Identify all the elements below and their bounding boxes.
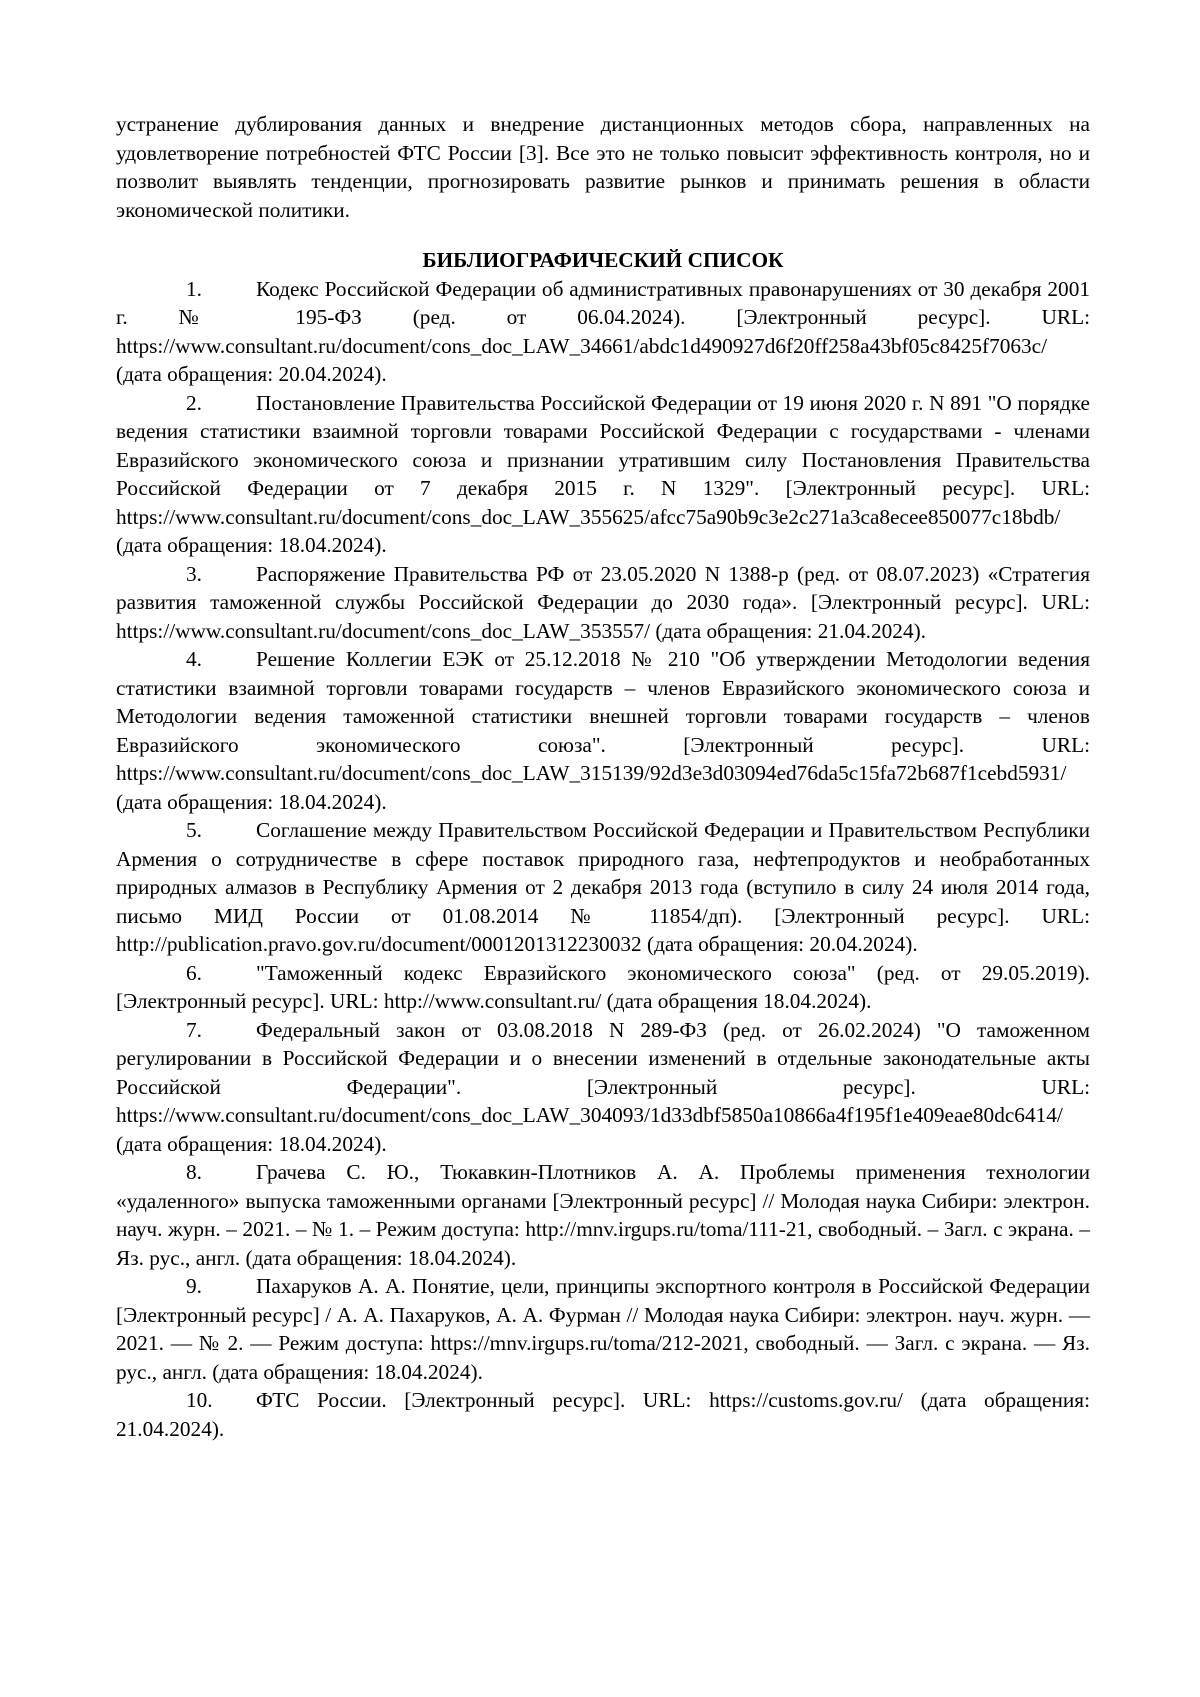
- item-text: Кодекс Российской Федерации об административных правонарушениях от 30 декабря 2001 г. № 195-ФЗ (ред. от 06.04.2024). [Электронный ресурс]. URL: https://www.consultant.ru/document/cons_doc_LAW_34661/abdc1d490927d6f20ff258a43bf05c8425f7063c/ (дата обращения: 20.04.2024).: [116, 276, 1090, 386]
- bibliography-title: БИБЛИОГРАФИЧЕСКИЙ СПИСОК: [422, 248, 784, 272]
- item-text: Распоряжение Правительства РФ от 23.05.2020 N 1388-р (ред. от 08.07.2023) «Стратегия развития таможенной службы Российской Федерации до 2030 года». [Электронный ресурс]. URL: https://www.consultant.ru/document/cons_doc_LAW_353557/ (дата обращения: 21.04.2024).: [116, 561, 1090, 643]
- item-number: 3.: [186, 561, 202, 586]
- item-text: Постановление Правительства Российской Федерации от 19 июня 2020 г. N 891 "О порядке ведения статистики взаимной торговли товарами Российской Федерации с государствами - членами Евразийского экономического союза и признании утратившим силу Постановления Правительства Российской Федерации от 7 декабря 2015 г. N 1329". [Электронный ресурс]. URL: https://www.consultant.ru/document/cons_doc_LAW_355625/afcc75a90b9c3e2c271a3ca8ecee850077c18bdb/ (дата обращения: 18.04.2024).: [116, 390, 1090, 557]
- item-number: 2.: [186, 390, 202, 415]
- bibliography-item-7: [116, 1016, 1090, 1159]
- item-number: 1.: [186, 276, 202, 301]
- document-page: [116, 110, 1090, 1443]
- item-text: Грачева С. Ю., Тюкавкин-Плотников А. А. Проблемы применения технологии «удаленного» выпуска таможенными органами [Электронный ресурс] // Молодая наука Сибири: электрон. науч. журн. – 2021. – № 1. – Режим доступа: http://mnv.irgups.ru/toma/111-21, свободный. – Загл. с экрана. – Яз. рус., англ. (дата обращения: 18.04.2024).: [116, 1160, 1090, 1270]
- bibliography-list: [116, 275, 1090, 1444]
- bibliography-item-6: [116, 959, 1090, 1016]
- item-text: Пахаруков А. А. Понятие, цели, принципы экспортного контроля в Российской Федерации [Электронный ресурс] / А. А. Пахаруков, А. А. Фурман // Молодая наука Сибири: электрон. науч. журн. — 2021. — № 2. — Режим доступа: https://mnv.irgups.ru/toma/212-2021, свободный. — Загл. с экрана. — Яз. рус., англ. (дата обращения: 18.04.2024).: [116, 1274, 1090, 1384]
- bibliography-item-8: [116, 1158, 1090, 1272]
- item-text: "Таможенный кодекс Евразийского экономического союза" (ред. от 29.05.2019). [Электронный ресурс]. URL: http://www.consultant.ru/ (дата обращения 18.04.2024).: [116, 960, 1090, 1013]
- bibliography-item-3: [116, 560, 1090, 646]
- bibliography-item-10: [116, 1386, 1090, 1443]
- item-text: Соглашение между Правительством Российской Федерации и Правительством Республики Армения о сотрудничестве в сфере поставок природного газа, нефтепродуктов и необработанных природных алмазов в Республику Армения от 2 декабря 2013 года (вступило в силу 24 июля 2014 года, письмо МИД России от 01.08.2014 № 11854/дп). [Электронный ресурс]. URL: http://publication.pravo.gov.ru/document/0001201312230032 (дата обращения: 20.04.2024).: [116, 818, 1090, 956]
- item-text: Федеральный закон от 03.08.2018 N 289-ФЗ (ред. от 26.02.2024) "О таможенном регулировании в Российской Федерации и о внесении изменений в отдельные законодательные акты Российской Федерации". [Электронный ресурс]. URL: https://www.consultant.ru/document/cons_doc_LAW_304093/1d33dbf5850a10866a4f195f1e409eae80dc6414/ (дата обращения: 18.04.2024).: [116, 1017, 1090, 1156]
- item-text: ФТС России. [Электронный ресурс]. URL: https://customs.gov.ru/ (дата обращения: 21.04.2024).: [116, 1388, 1090, 1441]
- item-number: 8.: [186, 1160, 202, 1184]
- item-number: 4.: [186, 647, 202, 671]
- item-number: 10.: [186, 1388, 213, 1412]
- item-number: 9.: [186, 1274, 202, 1298]
- bibliography-item-2: [116, 389, 1090, 560]
- item-number: 6.: [186, 960, 202, 985]
- item-text: Решение Коллегии ЕЭК от 25.12.2018 № 210 "Об утверждении Методологии ведения статистики взаимной торговли товарами государств – членов Евразийского экономического союза и Методологии ведения таможенной статистики внешней торговли товарами государств – членов Евразийского экономического союза". [Электронный ресурс]. URL: https://www.consultant.ru/document/cons_doc_LAW_315139/92d3e3d03094ed76da5c15fa72b687f1cebd5931/ (дата обращения: 18.04.2024).: [116, 647, 1090, 814]
- intro-paragraph: устранение дублирования данных и внедрение дистанционных методов сбора, направленных на удовлетворение потребностей ФТС России [3]. Все это не только повысит эффективность контроля, но и позволит выявлять тенденции, прогнозировать развитие рынков и принимать решения в области экономической политики.: [116, 112, 1090, 222]
- item-number: 5.: [186, 818, 202, 842]
- bibliography-item-9: [116, 1272, 1090, 1386]
- bibliography-item-4: [116, 645, 1090, 816]
- item-number: 7.: [186, 1017, 202, 1042]
- bibliography-item-1: [116, 275, 1090, 389]
- bibliography-item-5: [116, 816, 1090, 959]
